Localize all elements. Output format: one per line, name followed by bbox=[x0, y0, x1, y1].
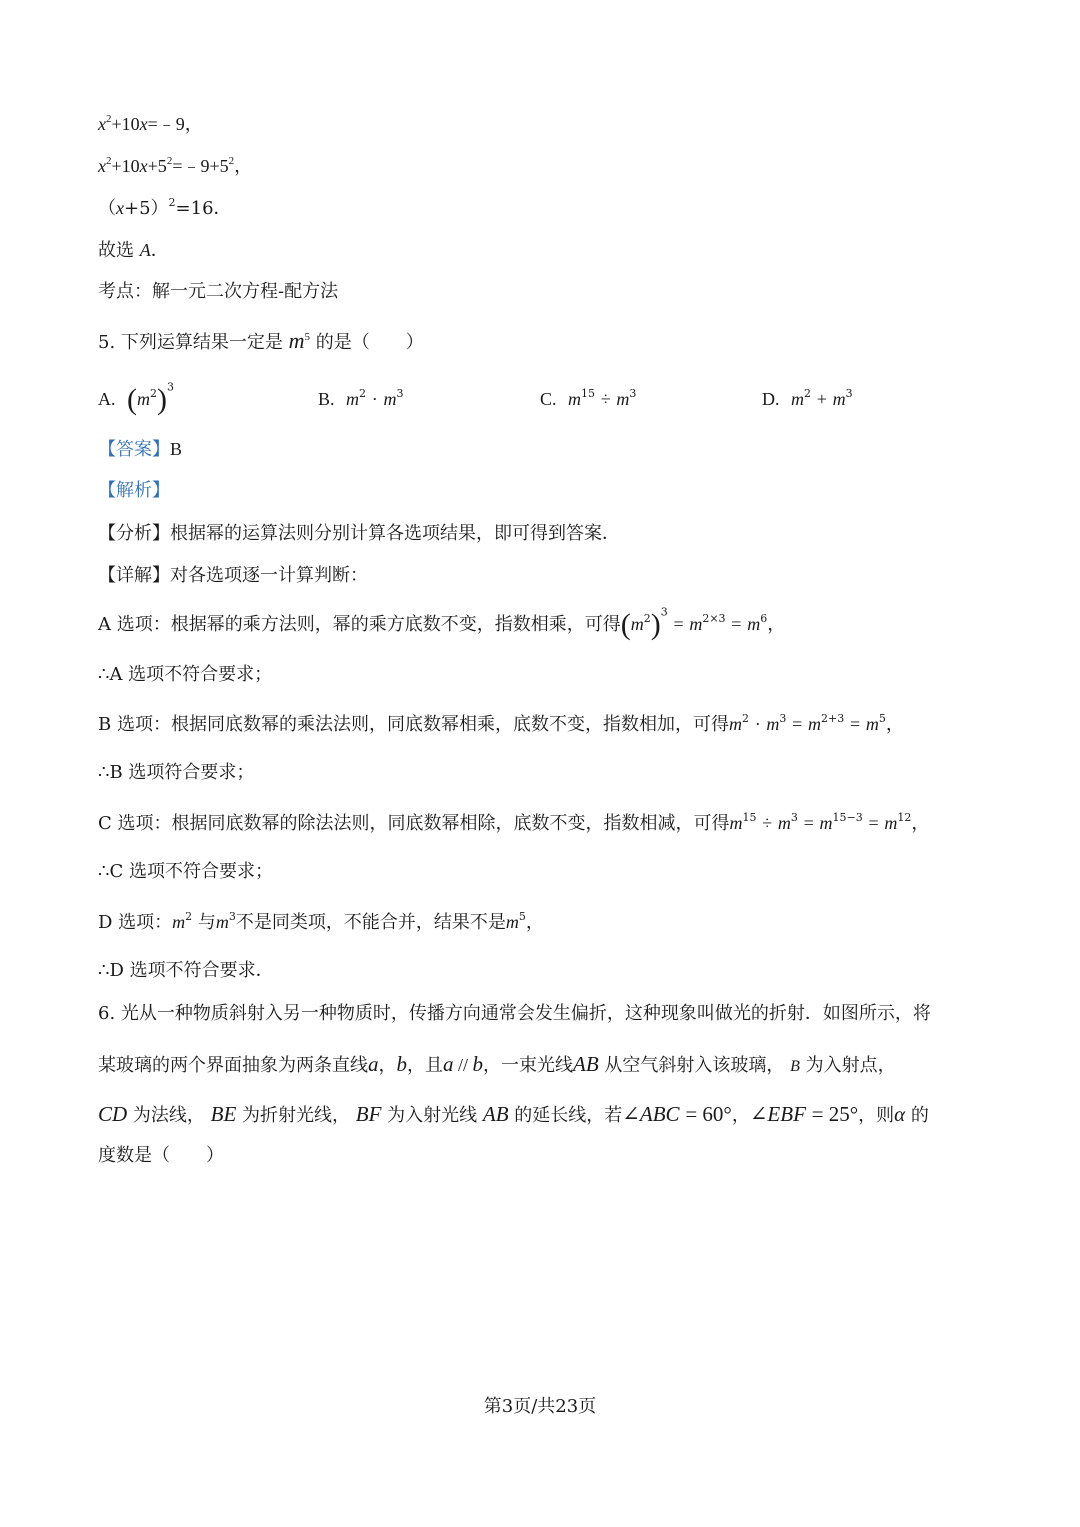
topic-line: 考点：解一元二次方程-配方法 bbox=[98, 281, 339, 302]
question-6-line-4: 度数是（ ） bbox=[98, 1145, 224, 1166]
option-d-conclusion: ∴D 选项不符合要求． bbox=[98, 960, 274, 981]
option-c-conclusion: ∴C 选项不符合要求； bbox=[98, 861, 273, 882]
option-b-conclusion: ∴B 选项符合要求； bbox=[98, 762, 255, 783]
option-c-explanation: C 选项：根据同底数幂的除法法则，同底数幂相除，底数不变，指数相减，可得$m^{15} \div m^3 = m^{15-3} = m^{12}$， bbox=[98, 810, 930, 834]
analysis-summary: 【分析】根据幂的运算法则分别计算各选项结果，即可得到答案． bbox=[98, 523, 620, 544]
detailed-explanation-heading: 【详解】对各选项逐一计算判断： bbox=[98, 565, 368, 586]
option-c: C. $m^{15} \div m^3$ bbox=[540, 386, 637, 409]
option-a-explanation: A 选项：根据幂的乘方法则，幂的乘方底数不变，指数相乘，可得$(m^2)^3 = m^{2\times 3} = m^6$， bbox=[98, 605, 786, 641]
equation-line-1: $x^2+10x=﹣9$， bbox=[98, 112, 203, 134]
analysis-label: 【解析】 bbox=[98, 480, 170, 501]
option-b-explanation: B 选项：根据同底数幂的乘法法则，同底数幂相乘，底数不变，指数相加，可得$m^2 \cdot m^3 = m^{2+3} = m^5$， bbox=[98, 711, 904, 735]
conclusion-line: 故选 A． bbox=[98, 240, 169, 261]
option-a: A. $(m^2)^3$ bbox=[98, 380, 174, 416]
question-6-line-2: 某玻璃的两个界面抽象为两条直线a，b，且a // b，一束光线AB 从空气斜射入该玻璃， B 为入射点， bbox=[98, 1052, 896, 1076]
option-a-conclusion: ∴A 选项不符合要求； bbox=[98, 664, 273, 685]
equation-line-3: $(x+5)^2=16$． bbox=[98, 195, 232, 219]
question-6-line-1: 6. 光从一种物质斜射入另一种物质时，传播方向通常会发生偏折，这种现象叫做光的折射．如图所示，将 bbox=[98, 1003, 931, 1024]
equation-line-2: $x^2+10x+5^2=﹣9+5^2$， bbox=[98, 154, 253, 176]
page-number-footer: 第3页/共23页 bbox=[483, 1396, 597, 1417]
option-d: D. $m^2 + m^3$ bbox=[762, 386, 853, 409]
answer-line: 【答案】B bbox=[98, 439, 183, 460]
option-d-explanation: D 选项：$m^2$ 与$m^3$不是同类项，不能合并，结果不是$m^5$， bbox=[98, 909, 544, 933]
question-5-stem: 5. 下列运算结果一定是 $m^5$ 的是（ ） bbox=[98, 328, 424, 353]
option-b: B. $m^2 \cdot m^3$ bbox=[318, 386, 404, 409]
question-6-line-3: CD 为法线， BE 为折射光线， BF 为入射光线 AB 的延长线，若∠ABC = 60°，∠EBF = 25°，则α 的 bbox=[98, 1102, 929, 1126]
